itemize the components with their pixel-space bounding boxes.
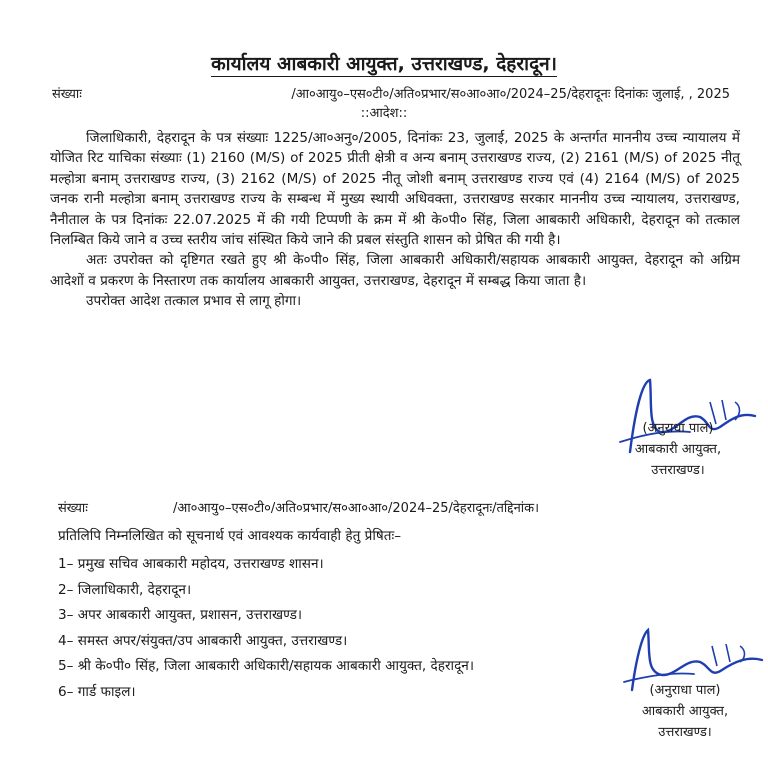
list-item: 5– श्री के०पी० सिंह, जिला आबकारी अधिकारी/सहायक आबकारी आयुक्त, देहरादून। (58, 658, 474, 674)
signatory-1-state: उत्तराखण्ड। (651, 463, 705, 478)
order-paragraph-1: जिलाधिकारी, देहरादून के पत्र संख्याः 1225/आ०अनु०/2005, दिनांकः 23, जुलाई, 2025 के अन्तर्गत माननीय उच्च न्यायालय में योजित रिट याचिका संख्याः (1) 2160 (M/S) of 2025 प्रीती क्षेत्री व अन्य बनाम् उत्तराखण्ड राज्य, (2) 2161 (M/S) of 2025 नीतू मल्होत्रा बनाम् उत्तराखण्ड राज्य, (3) 2162 (M/S) of 2025 नीतू जोशी बनाम् उत्तराखण्ड राज्य एवं (4) 2164 (M/S) of 2025 जनक रानी मल्होत्रा बनाम् उत्तराखण्ड राज्य के सम्बन्ध में मुख्य स्थायी अधिवक्ता, उत्तराखण्ड सरकार माननीय उच्च न्यायालय, उत्तराखण्ड, नैनीताल के पत्र दिनांकः 22.07.2025 में की गयी टिप्पणी के क्रम में श्री के०पी० सिंह, जिला आबकारी अधिकारी, देहरादून को तत्काल निलम्बित किये जाने व उच्च स्तरीय जांच संस्थित किये जाने की प्रबल संस्तुति शासन को प्रेषित की गयी है। (50, 130, 740, 249)
order-paragraph-2: अतः उपरोक्त को दृष्टिगत रखते हुए श्री के०पी० सिंह, जिला आबकारी अधिकारी/सहायक आबकारी आयुक्त, देहरादून को अग्रिम आदेशों व प्रकरण के निस्तारण तक कार्यालय आबकारी आयुक्त, उत्तराखण्ड, देहरादून में सम्बद्ध किया जाता है। (50, 252, 740, 289)
order-paragraph-3: उपरोक्त आदेश तत्काल प्रभाव से लागू होगा। (86, 293, 302, 310)
signatory-block-1 (598, 418, 758, 481)
copy-intro: प्रतिलिपि निम्नलिखित को सूचनार्थ एवं आवश्यक कार्यवाही हेतु प्रेषितः– (58, 528, 402, 544)
signatory-1-name: (अनुराधा पाल) (642, 421, 714, 436)
order-heading: ::आदेश:: (360, 106, 408, 121)
order-body (50, 128, 740, 312)
copy-reference: /आ०आयु०–एस०टी०/अति०प्रभार/स०आ०आ०/2024–25/देहरादूनः/तद्दिनांक। (173, 501, 540, 516)
list-item: 2– जिलाधिकारी, देहरादून। (58, 581, 192, 598)
order-reference: /आ०आयु०–एस०टी०/अति०प्रभार/स०आ०आ०/2024–25/देहरादूनः दिनांकः जुलाई, , 2025 (291, 87, 730, 102)
signatory-2-state: उत्तराखण्ड। (658, 725, 712, 740)
office-title (0, 50, 768, 76)
number-label: संख्याः (52, 87, 82, 102)
signatory-2-name: (अनुराधा पाल) (649, 683, 721, 698)
office-title-text: कार्यालय आबकारी आयुक्त, उत्तराखण्ड, देहरादून। (211, 53, 557, 75)
signatory-2-designation: आबकारी आयुक्त, (641, 704, 729, 719)
copy-recipient-list (58, 552, 474, 705)
list-item: 3– अपर आबकारी आयुक्त, प्रशासन, उत्तराखण्ड। (58, 607, 303, 623)
list-item: 1– प्रमुख सचिव आबकारी महोदय, उत्तराखण्ड शासन। (58, 556, 324, 572)
list-item: 4– समस्त अपर/संयुक्त/उप आबकारी आयुक्त, उत्तराखण्ड। (58, 632, 348, 649)
order-reference-line (52, 84, 730, 102)
signatory-block-2 (605, 680, 765, 743)
copy-reference-line (58, 498, 718, 516)
list-item: 6– गार्ड फाइल। (58, 683, 136, 700)
copy-number-label: संख्याः (58, 501, 88, 516)
signatory-1-designation: आबकारी आयुक्त, (634, 442, 722, 457)
